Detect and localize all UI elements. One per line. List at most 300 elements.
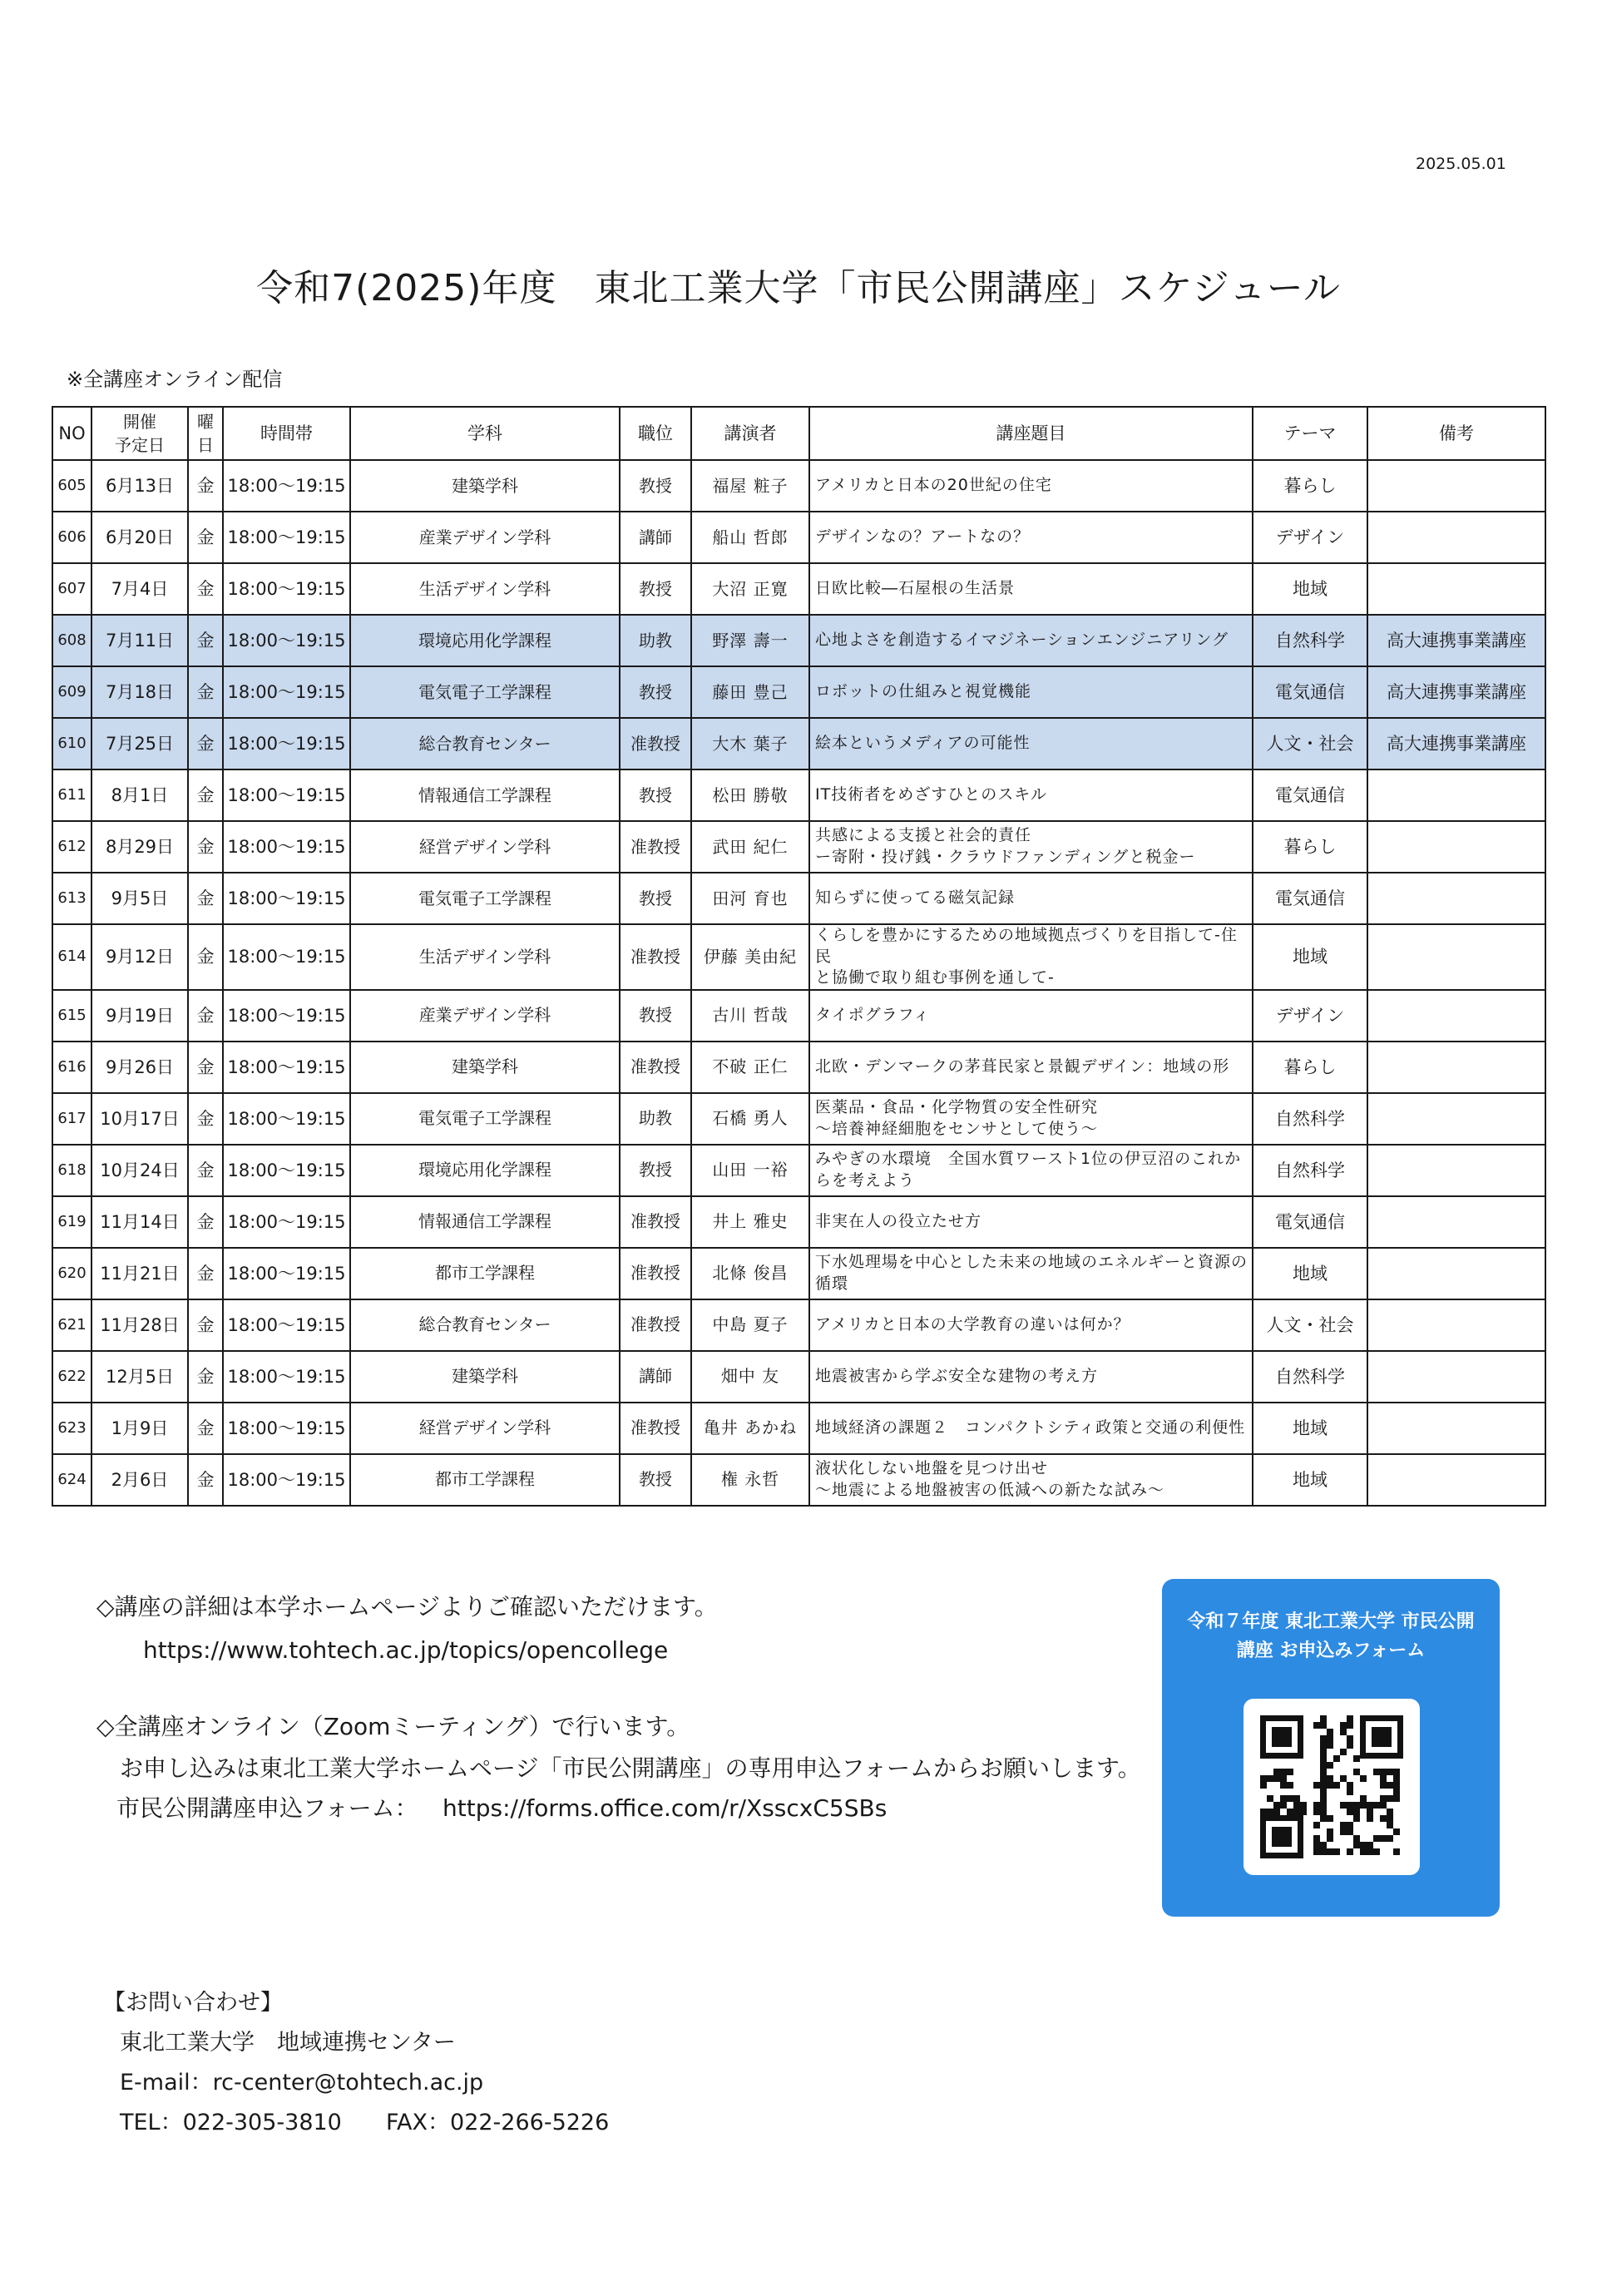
cell-theme: デザイン	[1253, 512, 1367, 563]
qr-module	[1393, 1789, 1400, 1795]
cell-remarks	[1367, 1042, 1545, 1093]
topic-line1: IT技術者をめざすひとのスキル	[815, 785, 1048, 804]
cell-dept: 環境応用化学課程	[350, 1145, 620, 1196]
cell-topic	[809, 460, 1253, 512]
qr-module	[1260, 1782, 1267, 1789]
cell-lecturer: 井上 雅史	[691, 1196, 809, 1248]
cell-rank: 助教	[620, 1093, 691, 1145]
cell-day: 金	[188, 1093, 223, 1145]
topic-line1: 知らずに使ってる磁気記録	[815, 888, 1016, 908]
header-date	[91, 407, 188, 460]
cell-theme: 暮らし	[1253, 460, 1367, 512]
cell-topic	[809, 1351, 1253, 1403]
cell-dept: 建築学科	[350, 460, 620, 512]
cell-no: 605	[52, 460, 91, 512]
table-row	[52, 563, 1545, 615]
cell-dept: 建築学科	[350, 1042, 620, 1093]
qr-module	[1367, 1802, 1373, 1809]
qr-module	[1347, 1782, 1353, 1789]
cell-dept: 情報通信工学課程	[350, 1196, 620, 1248]
cell-topic	[809, 769, 1253, 821]
cell-remarks: 高大連携事業講座	[1367, 718, 1545, 769]
cell-day: 金	[188, 821, 223, 873]
cell-dept: 電気電子工学課程	[350, 666, 620, 718]
header-time: 時間帯	[223, 407, 350, 460]
cell-lecturer: 北條 俊昌	[691, 1248, 809, 1299]
cell-theme: 地域	[1253, 1454, 1367, 1506]
table-row	[52, 873, 1545, 924]
cell-remarks	[1367, 1299, 1545, 1351]
qr-module	[1280, 1782, 1287, 1789]
cell-theme: デザイン	[1253, 990, 1367, 1042]
cell-remarks	[1367, 1145, 1545, 1196]
qr-module	[1367, 1809, 1373, 1815]
cell-rank: 教授	[620, 1454, 691, 1506]
qr-module	[1320, 1789, 1327, 1795]
cell-lecturer: 松田 勝敬	[691, 769, 809, 821]
document-date: 2025.05.01	[1416, 155, 1506, 173]
cell-day: 金	[188, 924, 223, 990]
qr-module	[1393, 1848, 1400, 1855]
cell-theme: 電気通信	[1253, 666, 1367, 718]
info-details-line: ◇講座の詳細は本学ホームページよりご確認いただけます。	[96, 1593, 718, 1621]
qr-module	[1327, 1735, 1333, 1742]
cell-no: 624	[52, 1454, 91, 1506]
cell-lecturer: 伊藤 美由紀	[691, 924, 809, 990]
qr-module	[1393, 1775, 1400, 1782]
qr-module	[1387, 1815, 1393, 1822]
cell-day: 金	[188, 1454, 223, 1506]
qr-module	[1280, 1802, 1287, 1809]
qr-module	[1373, 1848, 1380, 1855]
header-topic: 講座題目	[809, 407, 1253, 460]
qr-module	[1280, 1775, 1287, 1782]
qr-module	[1347, 1742, 1353, 1749]
qr-module	[1320, 1848, 1327, 1855]
table-row	[52, 924, 1545, 990]
cell-topic	[809, 1248, 1253, 1299]
topic-line1: 絵本というメディアの可能性	[815, 734, 1031, 753]
cell-topic	[809, 924, 1253, 990]
cell-date: 12月5日	[91, 1351, 188, 1403]
cell-day: 金	[188, 1196, 223, 1248]
cell-time: 18:00～19:15	[223, 1145, 350, 1196]
qr-module	[1347, 1848, 1353, 1855]
cell-time: 18:00～19:15	[223, 1248, 350, 1299]
topic-line2: らを考えよう	[815, 1170, 916, 1190]
qr-module	[1347, 1828, 1353, 1835]
qr-module	[1320, 1802, 1327, 1809]
qr-module	[1293, 1809, 1300, 1815]
cell-lecturer: 藤田 豊己	[691, 666, 809, 718]
cell-lecturer: 野澤 壽一	[691, 615, 809, 666]
info-details-url[interactable]: https://www.tohtech.ac.jp/topics/opencollege	[143, 1636, 669, 1664]
cell-no: 612	[52, 821, 91, 873]
cell-day: 金	[188, 666, 223, 718]
topic-line1: デザインなの？アートなの？	[815, 527, 1031, 547]
cell-no: 617	[52, 1093, 91, 1145]
cell-time: 18:00～19:15	[223, 1403, 350, 1454]
qr-module	[1260, 1775, 1267, 1782]
cell-no: 613	[52, 873, 91, 924]
qr-module	[1320, 1742, 1327, 1749]
qr-module	[1273, 1769, 1280, 1775]
cell-dept: 電気電子工学課程	[350, 873, 620, 924]
cell-dept: 情報通信工学課程	[350, 769, 620, 821]
qr-module	[1380, 1782, 1387, 1789]
qr-module	[1287, 1769, 1293, 1775]
qr-module	[1273, 1809, 1280, 1815]
table-row	[52, 1299, 1545, 1351]
cell-no: 623	[52, 1403, 91, 1454]
cell-remarks	[1367, 1403, 1545, 1454]
cell-no: 615	[52, 990, 91, 1042]
qr-module	[1327, 1848, 1333, 1855]
cell-day: 金	[188, 1351, 223, 1403]
cell-lecturer: 船山 哲郎	[691, 512, 809, 563]
table-row	[52, 718, 1545, 769]
cell-date: 10月24日	[91, 1145, 188, 1196]
cell-time: 18:00～19:15	[223, 460, 350, 512]
qr-module	[1393, 1769, 1400, 1775]
cell-remarks	[1367, 512, 1545, 563]
qr-module	[1380, 1795, 1387, 1802]
qr-module	[1267, 1775, 1273, 1782]
header-day-line1: 曜	[197, 412, 214, 432]
cell-dept: 生活デザイン学科	[350, 563, 620, 615]
cell-remarks: 高大連携事業講座	[1367, 666, 1545, 718]
qr-module	[1293, 1802, 1300, 1809]
topic-line1: 日欧比較―石屋根の生活景	[815, 579, 1016, 598]
table-row	[52, 615, 1545, 666]
qr-module	[1320, 1782, 1327, 1789]
table-header-row	[52, 407, 1545, 460]
cell-remarks	[1367, 563, 1545, 615]
cell-time: 18:00～19:15	[223, 512, 350, 563]
qr-module	[1387, 1782, 1393, 1789]
contact-fax: FAX：022-266-5226	[386, 2110, 610, 2135]
table-row	[52, 990, 1545, 1042]
qr-module	[1313, 1848, 1320, 1855]
cell-time: 18:00～19:15	[223, 769, 350, 821]
cell-theme: 電気通信	[1253, 769, 1367, 821]
qr-module	[1320, 1749, 1327, 1755]
cell-day: 金	[188, 873, 223, 924]
qr-module	[1347, 1735, 1353, 1742]
cell-no: 622	[52, 1351, 91, 1403]
cell-topic	[809, 873, 1253, 924]
cell-no: 609	[52, 666, 91, 718]
table-row	[52, 821, 1545, 873]
cell-date: 9月5日	[91, 873, 188, 924]
qr-module	[1313, 1822, 1320, 1828]
cell-date: 2月6日	[91, 1454, 188, 1506]
topic-line2: と協働で取り組む事例を通して-	[815, 968, 1055, 987]
cell-lecturer: 畑中 友	[691, 1351, 809, 1403]
qr-module	[1320, 1842, 1327, 1848]
cell-dept: 経営デザイン学科	[350, 821, 620, 873]
topic-line1: くらしを豊かにするための地域拠点づくりを目指して-住民	[815, 926, 1238, 966]
qr-module	[1340, 1749, 1347, 1755]
cell-theme: 人文・社会	[1253, 1299, 1367, 1351]
cell-dept: 総合教育センター	[350, 1299, 620, 1351]
cell-no: 618	[52, 1145, 91, 1196]
cell-dept: 生活デザイン学科	[350, 924, 620, 990]
cell-lecturer: 石橋 勇人	[691, 1093, 809, 1145]
cell-rank: 准教授	[620, 1403, 691, 1454]
qr-card-title-line1: 令和７年度 東北工業大学 市民公開	[1187, 1611, 1475, 1632]
qr-module	[1373, 1802, 1380, 1809]
qr-module	[1367, 1842, 1373, 1848]
cell-time: 18:00～19:15	[223, 873, 350, 924]
cell-dept: 産業デザイン学科	[350, 512, 620, 563]
cell-day: 金	[188, 1403, 223, 1454]
cell-time: 18:00～19:15	[223, 1196, 350, 1248]
cell-lecturer: 大沼 正寛	[691, 563, 809, 615]
cell-date: 7月4日	[91, 563, 188, 615]
cell-theme: 地域	[1253, 924, 1367, 990]
cell-topic	[809, 1145, 1253, 1196]
cell-rank: 准教授	[620, 718, 691, 769]
qr-code-graphic	[1243, 1699, 1420, 1875]
table-row	[52, 1042, 1545, 1093]
cell-topic	[809, 821, 1253, 873]
qr-module	[1313, 1842, 1320, 1848]
cell-time: 18:00～19:15	[223, 1042, 350, 1093]
qr-module	[1293, 1795, 1300, 1802]
cell-topic	[809, 563, 1253, 615]
info-form-label: 市民公開講座申込フォーム：	[116, 1794, 418, 1822]
qr-module	[1347, 1722, 1353, 1729]
cell-day: 金	[188, 563, 223, 615]
qr-module	[1367, 1848, 1373, 1855]
cell-topic	[809, 1454, 1253, 1506]
cell-no: 616	[52, 1042, 91, 1093]
table-row	[52, 512, 1545, 563]
qr-module	[1313, 1782, 1320, 1789]
qr-module	[1313, 1835, 1320, 1842]
header-date-line1: 開催	[123, 412, 156, 432]
cell-lecturer: 武田 紀仁	[691, 821, 809, 873]
topic-line1: みやぎの水環境 全国水質ワースト1位の伊豆沼のこれか	[815, 1150, 1242, 1169]
qr-module	[1340, 1722, 1347, 1729]
table-row	[52, 1145, 1545, 1196]
cell-topic	[809, 1196, 1253, 1248]
table-row	[52, 666, 1545, 718]
qr-module	[1360, 1775, 1367, 1782]
qr-module	[1327, 1782, 1333, 1789]
cell-topic	[809, 1299, 1253, 1351]
cell-time: 18:00～19:15	[223, 924, 350, 990]
qr-module	[1333, 1848, 1340, 1855]
cell-time: 18:00～19:15	[223, 666, 350, 718]
qr-module	[1380, 1802, 1387, 1809]
cell-rank: 教授	[620, 563, 691, 615]
cell-topic	[809, 990, 1253, 1042]
topic-line2: ～培養神経細胞をセンサとして使う～	[815, 1119, 1099, 1138]
table-row	[52, 1248, 1545, 1299]
qr-module	[1393, 1782, 1400, 1789]
cell-theme: 人文・社会	[1253, 718, 1367, 769]
topic-line1: 液状化しない地盤を見つけ出せ	[815, 1459, 1049, 1478]
qr-module	[1393, 1828, 1400, 1835]
header-day-line2: 日	[197, 435, 214, 455]
qr-module	[1373, 1835, 1380, 1842]
qr-module	[1287, 1809, 1293, 1815]
qr-module	[1313, 1802, 1320, 1809]
cell-dept: 環境応用化学課程	[350, 615, 620, 666]
qr-module	[1280, 1769, 1287, 1775]
cell-date: 9月19日	[91, 990, 188, 1042]
cell-rank: 准教授	[620, 1299, 691, 1351]
page-title: 令和7(2025)年度 東北工業大学「市民公開講座」スケジュール	[256, 267, 1341, 309]
qr-code-icon[interactable]	[1243, 1699, 1420, 1875]
cell-theme: 暮らし	[1253, 821, 1367, 873]
cell-no: 608	[52, 615, 91, 666]
cell-day: 金	[188, 1248, 223, 1299]
cell-rank: 教授	[620, 666, 691, 718]
cell-lecturer: 福屋 粧子	[691, 460, 809, 512]
qr-module	[1320, 1795, 1327, 1802]
cell-theme: 地域	[1253, 1403, 1367, 1454]
qr-module	[1280, 1795, 1287, 1802]
qr-card	[1162, 1579, 1500, 1917]
cell-lecturer: 不破 正仁	[691, 1042, 809, 1093]
cell-date: 8月29日	[91, 821, 188, 873]
cell-rank: 講師	[620, 1351, 691, 1403]
cell-remarks	[1367, 821, 1545, 873]
qr-module	[1347, 1789, 1353, 1795]
cell-date: 11月21日	[91, 1248, 188, 1299]
header-date-line2: 予定日	[115, 435, 165, 455]
cell-time: 18:00～19:15	[223, 563, 350, 615]
cell-theme: 自然科学	[1253, 615, 1367, 666]
topic-line1: 医薬品・食品・化学物質の安全性研究	[815, 1098, 1099, 1117]
cell-theme: 電気通信	[1253, 873, 1367, 924]
cell-topic	[809, 615, 1253, 666]
table-row	[52, 1093, 1545, 1145]
header-lecturer: 講演者	[691, 407, 809, 460]
qr-module	[1347, 1822, 1353, 1828]
cell-rank: 助教	[620, 615, 691, 666]
header-rank: 職位	[620, 407, 691, 460]
cell-theme: 自然科学	[1253, 1351, 1367, 1403]
qr-module	[1333, 1782, 1340, 1789]
cell-lecturer: 山田 一裕	[691, 1145, 809, 1196]
qr-module	[1340, 1729, 1347, 1735]
cell-day: 金	[188, 1145, 223, 1196]
qr-module	[1340, 1775, 1347, 1782]
table-row	[52, 1403, 1545, 1454]
topic-line1: 非実在人の役立たせ方	[815, 1212, 982, 1231]
qr-module	[1380, 1769, 1387, 1775]
cell-theme: 電気通信	[1253, 1196, 1367, 1248]
qr-module	[1387, 1769, 1393, 1775]
cell-lecturer: 権 永哲	[691, 1454, 809, 1506]
table-row	[52, 1351, 1545, 1403]
topic-line2: ー寄附・投げ銭・クラウドファンディングと税金ー	[815, 848, 1196, 866]
header-day	[188, 407, 223, 460]
cell-remarks	[1367, 1196, 1545, 1248]
cell-theme: 自然科学	[1253, 1145, 1367, 1196]
cell-time: 18:00～19:15	[223, 1454, 350, 1506]
cell-day: 金	[188, 990, 223, 1042]
cell-day: 金	[188, 718, 223, 769]
cell-rank: 教授	[620, 990, 691, 1042]
qr-module	[1320, 1755, 1327, 1762]
cell-lecturer: 亀井 あかね	[691, 1403, 809, 1454]
cell-no: 607	[52, 563, 91, 615]
cell-rank: 准教授	[620, 821, 691, 873]
cell-date: 9月26日	[91, 1042, 188, 1093]
topic-line1: アメリカと日本の大学教育の違いは何か？	[815, 1315, 1130, 1334]
cell-remarks: 高大連携事業講座	[1367, 615, 1545, 666]
cell-date: 11月14日	[91, 1196, 188, 1248]
qr-module	[1353, 1755, 1360, 1762]
cell-time: 18:00～19:15	[223, 718, 350, 769]
cell-lecturer: 大木 葉子	[691, 718, 809, 769]
qr-module	[1320, 1769, 1327, 1775]
cell-dept: 都市工学課程	[350, 1454, 620, 1506]
cell-rank: 准教授	[620, 1248, 691, 1299]
cell-day: 金	[188, 769, 223, 821]
cell-day: 金	[188, 615, 223, 666]
cell-date: 10月17日	[91, 1093, 188, 1145]
qr-module	[1327, 1815, 1333, 1822]
header-no: NO	[52, 407, 91, 460]
info-online-line: ◇全講座オンライン（Zoomミーティング）で行います。	[96, 1713, 690, 1740]
qr-card-title-line2: 講座 お申込みフォーム	[1236, 1640, 1426, 1662]
header-remarks: 備考	[1367, 407, 1545, 460]
table-row	[52, 460, 1545, 512]
qr-module	[1300, 1809, 1307, 1815]
cell-theme: 地域	[1253, 563, 1367, 615]
qr-module	[1333, 1755, 1340, 1762]
qr-module	[1380, 1815, 1387, 1822]
qr-module	[1287, 1782, 1293, 1789]
cell-topic	[809, 1403, 1253, 1454]
cell-topic	[809, 1042, 1253, 1093]
cell-rank: 講師	[620, 512, 691, 563]
cell-no: 621	[52, 1299, 91, 1351]
qr-module	[1300, 1802, 1307, 1809]
cell-dept: 産業デザイン学科	[350, 990, 620, 1042]
cell-remarks	[1367, 873, 1545, 924]
cell-date: 7月25日	[91, 718, 188, 769]
cell-rank: 准教授	[620, 924, 691, 990]
header-theme: テーマ	[1253, 407, 1367, 460]
cell-time: 18:00～19:15	[223, 1299, 350, 1351]
qr-module	[1260, 1809, 1267, 1815]
qr-module	[1327, 1828, 1333, 1835]
qr-module	[1273, 1802, 1280, 1809]
cell-remarks	[1367, 1093, 1545, 1145]
qr-module	[1327, 1835, 1333, 1842]
qr-module	[1387, 1795, 1393, 1802]
cell-time: 18:00～19:15	[223, 1351, 350, 1403]
qr-module	[1380, 1835, 1387, 1842]
cell-date: 9月12日	[91, 924, 188, 990]
info-form-url[interactable]: https://forms.office.com/r/XsscxC5SBs	[443, 1794, 887, 1822]
cell-no: 620	[52, 1248, 91, 1299]
cell-topic	[809, 718, 1253, 769]
cell-day: 金	[188, 1042, 223, 1093]
qr-module	[1353, 1802, 1360, 1809]
qr-card-title	[1162, 1607, 1500, 1665]
cell-dept: 電気電子工学課程	[350, 1093, 620, 1145]
qr-module	[1313, 1722, 1320, 1729]
contact-email[interactable]: E-mail：rc-center@tohtech.ac.jp	[120, 2070, 484, 2096]
